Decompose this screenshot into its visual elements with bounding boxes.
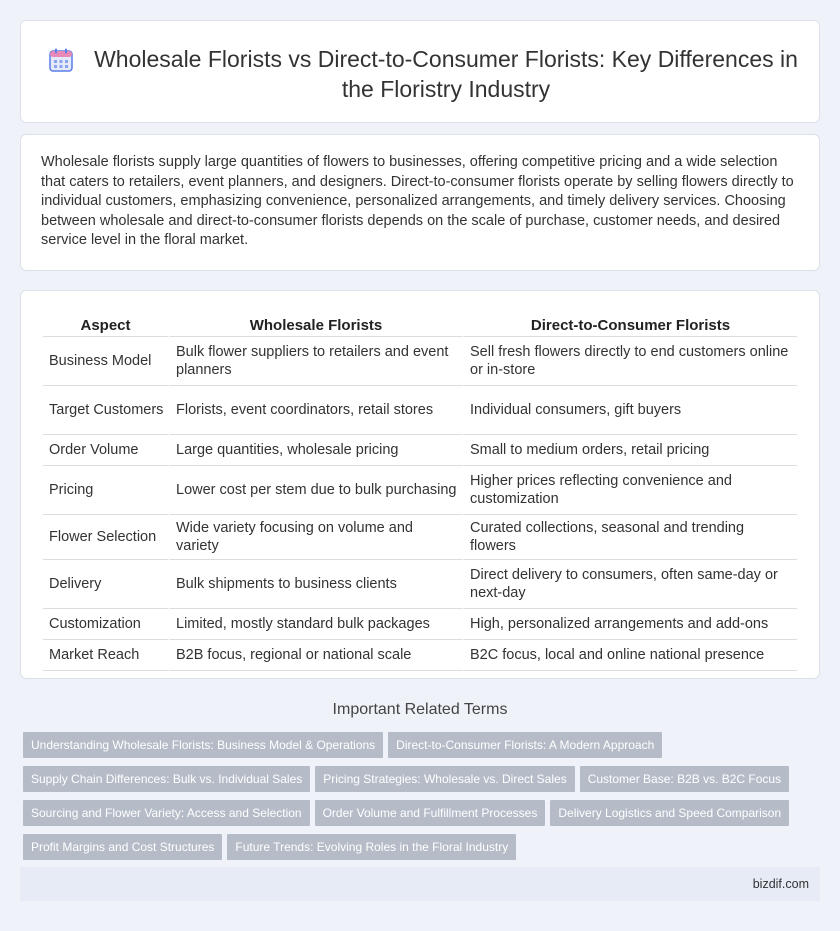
table-cell-wholesale: Florists, event coordinators, retail stores [168, 386, 462, 435]
table-row [43, 609, 797, 640]
related-term-tag[interactable]: Sourcing and Flower Variety: Access and Selection [23, 800, 310, 826]
related-term-tag[interactable]: Pricing Strategies: Wholesale vs. Direct Sales [315, 766, 574, 792]
table-cell-wholesale: B2B focus, regional or national scale [168, 640, 462, 671]
table-cell-aspect: Customization [43, 609, 168, 640]
footer-site-link[interactable]: bizdif.com [752, 877, 809, 891]
table-row [43, 466, 797, 515]
table-row [43, 560, 797, 609]
table-cell-direct: Small to medium orders, retail pricing [462, 435, 797, 466]
related-term-tag[interactable]: Customer Base: B2B vs. B2C Focus [580, 766, 789, 792]
table-cell-aspect: Pricing [43, 466, 168, 515]
related-term-tag[interactable]: Future Trends: Evolving Roles in the Floral Industry [227, 834, 516, 860]
table-cell-aspect: Flower Selection [43, 515, 168, 560]
table-cell-direct: Higher prices reflecting convenience and customization [462, 466, 797, 515]
table-cell-aspect: Business Model [43, 337, 168, 386]
related-terms-heading: Important Related Terms [332, 701, 508, 718]
page-title: Wholesale Florists vs Direct-to-Consumer Florists: Key Differences in the Floristry Industry [94, 46, 798, 102]
table-cell-aspect: Market Reach [43, 640, 168, 671]
table-cell-wholesale: Limited, mostly standard bulk packages [168, 609, 462, 640]
table-cell-direct: Direct delivery to consumers, often same-day or next-day [462, 560, 797, 609]
related-term-tag[interactable]: Delivery Logistics and Speed Comparison [550, 800, 789, 826]
table-cell-aspect: Target Customers [43, 386, 168, 435]
table-row [43, 386, 797, 435]
footer [20, 867, 820, 901]
table-cell-wholesale: Large quantities, wholesale pricing [168, 435, 462, 466]
title-card [20, 20, 820, 123]
table-cell-aspect: Order Volume [43, 435, 168, 466]
related-terms-list [23, 732, 813, 868]
comparison-table [43, 313, 797, 671]
table-cell-wholesale: Wide variety focusing on volume and variety [168, 515, 462, 560]
related-term-tag[interactable]: Direct-to-Consumer Florists: A Modern Approach [388, 732, 662, 758]
table-row [43, 640, 797, 671]
comparison-card [20, 290, 820, 679]
column-header-aspect: Aspect [43, 313, 168, 337]
table-cell-wholesale: Bulk flower suppliers to retailers and event planners [168, 337, 462, 386]
related-term-tag[interactable]: Profit Margins and Cost Structures [23, 834, 222, 860]
intro-paragraph: Wholesale florists supply large quantities of flowers to businesses, offering competitive pricing and a wide selection that caters to retailers, event planners, and designers. Direct-to-consumer florists operate by selling flowers directly to individual customers, emphasizing convenience, personalized arrangements, and timely delivery services. Choosing between wholesale and direct-to-consumer florists depends on the scale of purchase, customer needs, and desired service level in the floral market. [41, 154, 794, 248]
table-cell-direct: B2C focus, local and online national presence [462, 640, 797, 671]
column-header-direct: Direct-to-Consumer Florists [462, 313, 797, 337]
table-cell-direct: Curated collections, seasonal and trending flowers [462, 515, 797, 560]
calendar-icon [48, 47, 74, 73]
intro-card [20, 134, 820, 271]
column-header-wholesale: Wholesale Florists [168, 313, 462, 337]
table-cell-direct: High, personalized arrangements and add-ons [462, 609, 797, 640]
related-term-tag[interactable]: Understanding Wholesale Florists: Business Model & Operations [23, 732, 383, 758]
table-row [43, 435, 797, 466]
table-row [43, 515, 797, 560]
related-term-tag[interactable]: Order Volume and Fulfillment Processes [315, 800, 546, 826]
table-cell-wholesale: Lower cost per stem due to bulk purchasing [168, 466, 462, 515]
table-row [43, 337, 797, 386]
table-cell-direct: Sell fresh flowers directly to end customers online or in-store [462, 337, 797, 386]
table-header-row [43, 313, 797, 337]
table-cell-wholesale: Bulk shipments to business clients [168, 560, 462, 609]
related-term-tag[interactable]: Supply Chain Differences: Bulk vs. Individual Sales [23, 766, 310, 792]
table-cell-direct: Individual consumers, gift buyers [462, 386, 797, 435]
table-cell-aspect: Delivery [43, 560, 168, 609]
